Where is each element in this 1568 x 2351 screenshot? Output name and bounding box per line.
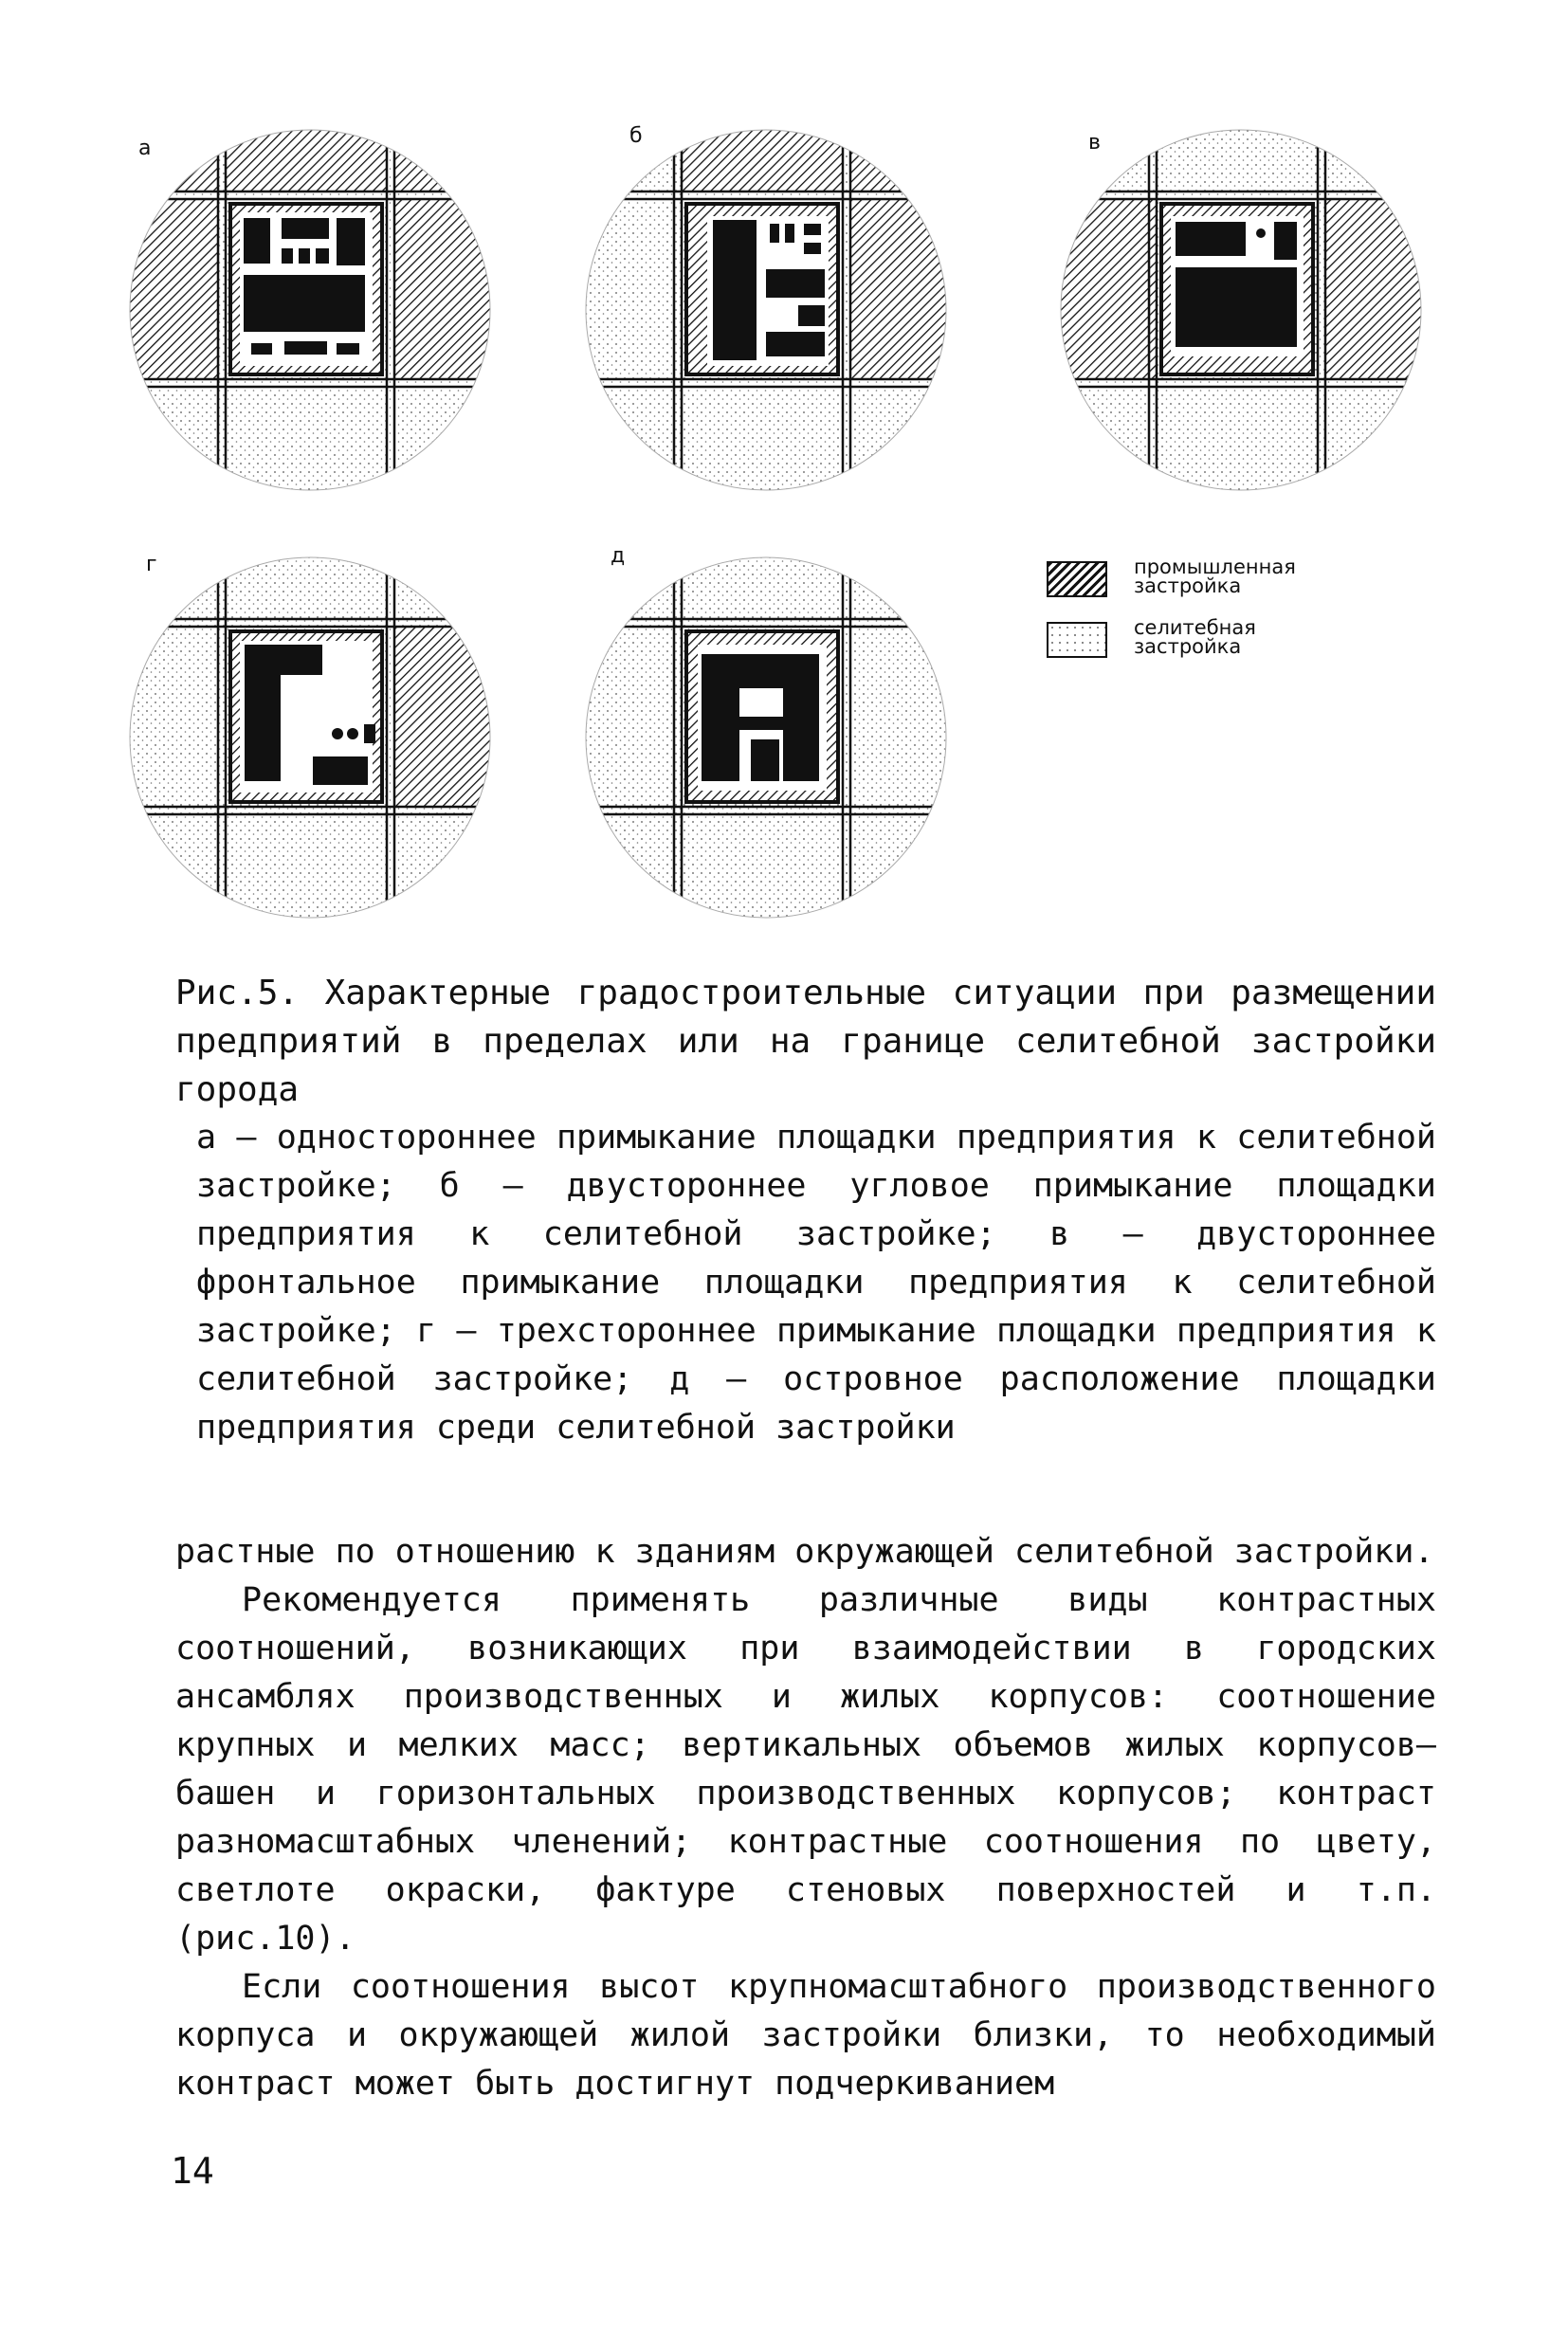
panel-v	[1061, 130, 1421, 490]
panel-a-letter: а	[138, 137, 152, 160]
caption-body: а – одностороннее примыкание площадки предприятия к селитебной застройке; б – двустороннее угловое примыкание площадки предприятия к селитебной застройке; в – двустороннее фронтальное примыкание площадки предприятия к селитебной застройке; г – трехстороннее примыкание площадки предприятия к селитебной застройке; д – островное расположение площадки предприятия среди селитебной застройки	[196, 1119, 1436, 1447]
panel-a	[130, 130, 490, 490]
paragraph-3: Если соотношения высот крупномасштабного производственного корпуса и окружающей жилой застройки близки, то необходимый контраст может быть достигнут подчеркиванием	[175, 1968, 1436, 2103]
panel-g	[130, 557, 490, 918]
panel-d	[586, 557, 946, 918]
paragraph-1: растные по отношению к зданиям окружающей селитебной застройки.	[175, 1533, 1434, 1571]
panel-d-letter: д	[611, 544, 626, 568]
panel-b-letter: б	[629, 124, 643, 148]
body-text	[175, 1528, 1436, 2108]
panel-g-letter: г	[146, 553, 157, 576]
panel-v-letter: в	[1088, 131, 1101, 155]
panel-b	[586, 130, 946, 490]
caption-title: Рис.5. Характерные градостроительные ситуации при размещении предприятий в пределах или на границе селитебной застройки города	[175, 974, 1436, 1109]
figure-caption	[175, 969, 1436, 1452]
figure-5	[0, 0, 1568, 948]
legend-label-industrial: промышленная застройка	[1134, 556, 1296, 597]
legend-label-residential: селитебная застройка	[1134, 616, 1256, 658]
page-number: 14	[171, 2150, 214, 2192]
figure-5-drawing	[0, 0, 1568, 948]
paragraph-2: Рекомендуется применять различные виды контрастных соотношений, возникающих при взаимодействии в городских ансамблях производственных и жилых корпусов: соотношение крупных и мелких масс; вертикальных объемов жилых корпусов–башен и горизонтальных производственных корпусов; контраст разномасштабных членений; контрастные соотношения по цвету, светлоте окраски, фактуре стеновых поверхностей и т.п. (рис.10).	[175, 1581, 1436, 1958]
dotted-swatch-icon	[1047, 622, 1107, 658]
hatched-swatch-icon	[1047, 561, 1107, 597]
